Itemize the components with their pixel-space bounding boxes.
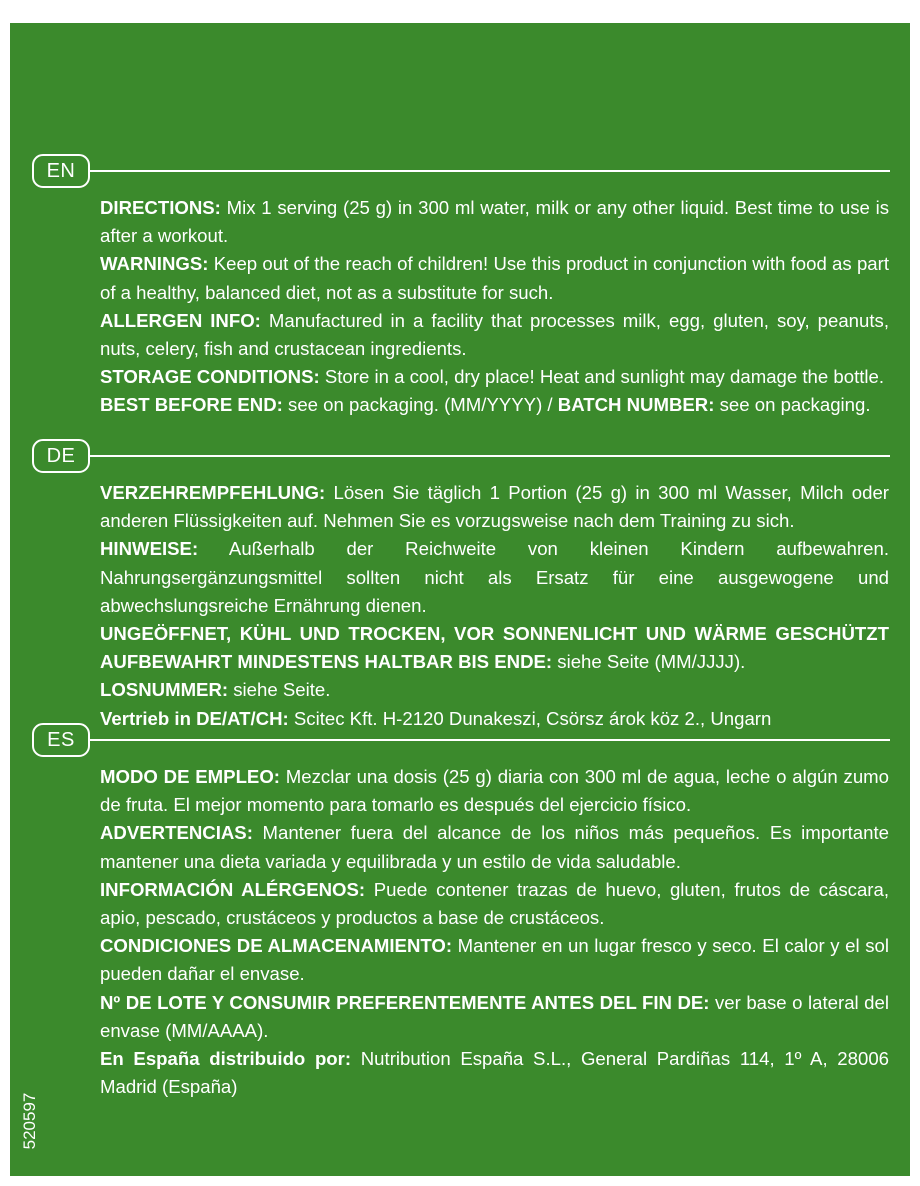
vertrieb-heading: Vertrieb in DE/AT/CH: bbox=[100, 707, 289, 729]
modo-empleo-heading: MODO DE EMPLEO: bbox=[100, 766, 280, 787]
product-label-panel bbox=[10, 23, 910, 1176]
lagerung-heading: UNGEÖFFNET, KÜHL UND TROCKEN, VOR SONNENLICHT UND WÄRME GESCHÜTZT AUFBEWAHRT MINDESTENS HALTBAR BIS ENDE: bbox=[100, 623, 889, 673]
almacenamiento-paragraph bbox=[100, 932, 889, 988]
section-body-de bbox=[100, 479, 889, 733]
directions-text: Mix 1 serving (25 g) in 300 ml water, milk or any other liquid. Best time to use is after a workout. bbox=[100, 197, 889, 247]
section-body-es bbox=[100, 763, 889, 1101]
storage-heading: STORAGE CONDITIONS: bbox=[100, 366, 320, 388]
hinweise-text: Außerhalb der Reichweite von kleinen Kindern aufbewahren. Nahrungsergänzungsmittel sollten nicht als Ersatz für eine ausgewogene und abwechslungsreiche Ernährung dienen. bbox=[100, 538, 889, 616]
section-es bbox=[10, 723, 910, 1101]
lagerung-paragraph bbox=[100, 620, 889, 676]
lagerung-text: siehe Seite (MM/JJJJ). bbox=[552, 651, 746, 673]
distribuidor-paragraph bbox=[100, 1045, 889, 1101]
allergen-heading: ALLERGEN INFO: bbox=[100, 309, 261, 331]
best-before-paragraph bbox=[100, 391, 889, 419]
alergenos-heading: INFORMACIÓN ALÉRGENOS: bbox=[100, 878, 366, 900]
verzehrempfehlung-heading: VERZEHREMPFEHLUNG: bbox=[100, 482, 326, 503]
vertrieb-text: Scitec Kft. H-2120 Dunakeszi, Csörsz árok köz 2., Ungarn bbox=[288, 707, 772, 729]
section-en bbox=[10, 154, 910, 420]
directions-heading: DIRECTIONS: bbox=[100, 197, 221, 218]
advertencias-heading: ADVERTENCIAS: bbox=[100, 822, 253, 844]
verzehrempfehlung-paragraph bbox=[100, 479, 889, 535]
advertencias-paragraph bbox=[100, 819, 889, 875]
losnummer-text: siehe Seite. bbox=[228, 679, 331, 701]
lote-text: ver base o lateral del envase (MM/AAAA). bbox=[100, 991, 889, 1041]
warnings-paragraph bbox=[100, 250, 889, 306]
modo-empleo-paragraph bbox=[100, 763, 889, 819]
lote-paragraph bbox=[100, 989, 889, 1045]
alergenos-text: Puede contener trazas de huevo, gluten, frutos de cáscara, apio, pescado, crustáceos y productos a base de crustáceos. bbox=[100, 878, 890, 929]
warnings-heading: WARNINGS: bbox=[100, 253, 209, 275]
best-before-heading: BEST BEFORE END: bbox=[100, 394, 283, 416]
distribuidor-text: Nutribution España S.L., General Pardiñas 114, 1º A, 28006 Madrid (España) bbox=[100, 1048, 889, 1098]
language-header-es bbox=[10, 723, 910, 757]
storage-paragraph bbox=[100, 363, 889, 391]
alergenos-paragraph bbox=[100, 876, 889, 932]
losnummer-paragraph bbox=[100, 676, 889, 704]
almacenamiento-text: Mantener en un lugar fresco y seco. El calor y el sol pueden dañar el envase. bbox=[100, 935, 889, 985]
modo-empleo-text: Mezclar una dosis (25 g) diaria con 300 ml de agua, leche o algún zumo de fruta. El mejor momento para tomarlo es después del ejercicio físico. bbox=[100, 766, 889, 816]
best-before-text: see on packaging. (MM/YYYY) / bbox=[282, 394, 558, 416]
almacenamiento-heading: CONDICIONES DE ALMACENAMIENTO: bbox=[100, 935, 453, 957]
product-code-text: 520597 bbox=[20, 1092, 39, 1150]
advertencias-text: Mantener fuera del alcance de los niños más pequeños. Es importante mantener una dieta variada y equilibrada y un estilo de vida saludable. bbox=[100, 822, 889, 872]
product-code bbox=[10, 1081, 50, 1161]
section-divider bbox=[88, 170, 890, 172]
losnummer-heading: LOSNUMMER: bbox=[100, 679, 229, 701]
storage-text: Store in a cool, dry place! Heat and sunlight may damage the bottle. bbox=[319, 366, 885, 388]
section-de bbox=[10, 439, 910, 733]
section-divider bbox=[88, 739, 890, 741]
allergen-text: Manufactured in a facility that processes milk, egg, gluten, soy, peanuts, nuts, celery, fish and crustacean ingredients. bbox=[100, 309, 889, 360]
section-body-en bbox=[100, 194, 889, 420]
section-divider bbox=[88, 455, 890, 457]
language-badge-es: ES bbox=[32, 723, 90, 757]
language-header-de bbox=[10, 439, 910, 473]
verzehrempfehlung-text: Lösen Sie täglich 1 Portion (25 g) in 300 ml Wasser, Milch oder anderen Flüssigkeiten auf. Nehmen Sie es vorzugsweise nach dem Training zu sich. bbox=[100, 482, 889, 532]
language-badge-de: DE bbox=[32, 439, 90, 473]
batch-number-text: see on packaging. bbox=[714, 394, 871, 416]
language-badge-en: EN bbox=[32, 154, 90, 188]
hinweise-heading: HINWEISE: bbox=[100, 538, 199, 560]
batch-number-heading: BATCH NUMBER: bbox=[557, 394, 715, 416]
allergen-paragraph bbox=[100, 307, 889, 363]
language-header-en bbox=[10, 154, 910, 188]
lote-heading: Nº DE LOTE Y CONSUMIR PREFERENTEMENTE ANTES DEL FIN DE: bbox=[100, 991, 710, 1013]
distribuidor-heading: En España distribuido por: bbox=[100, 1048, 352, 1070]
hinweise-paragraph bbox=[100, 535, 889, 620]
warnings-text: Keep out of the reach of children! Use this product in conjunction with food as part of a healthy, balanced diet, not as a substitute for such. bbox=[100, 253, 889, 303]
directions-paragraph bbox=[100, 194, 889, 250]
